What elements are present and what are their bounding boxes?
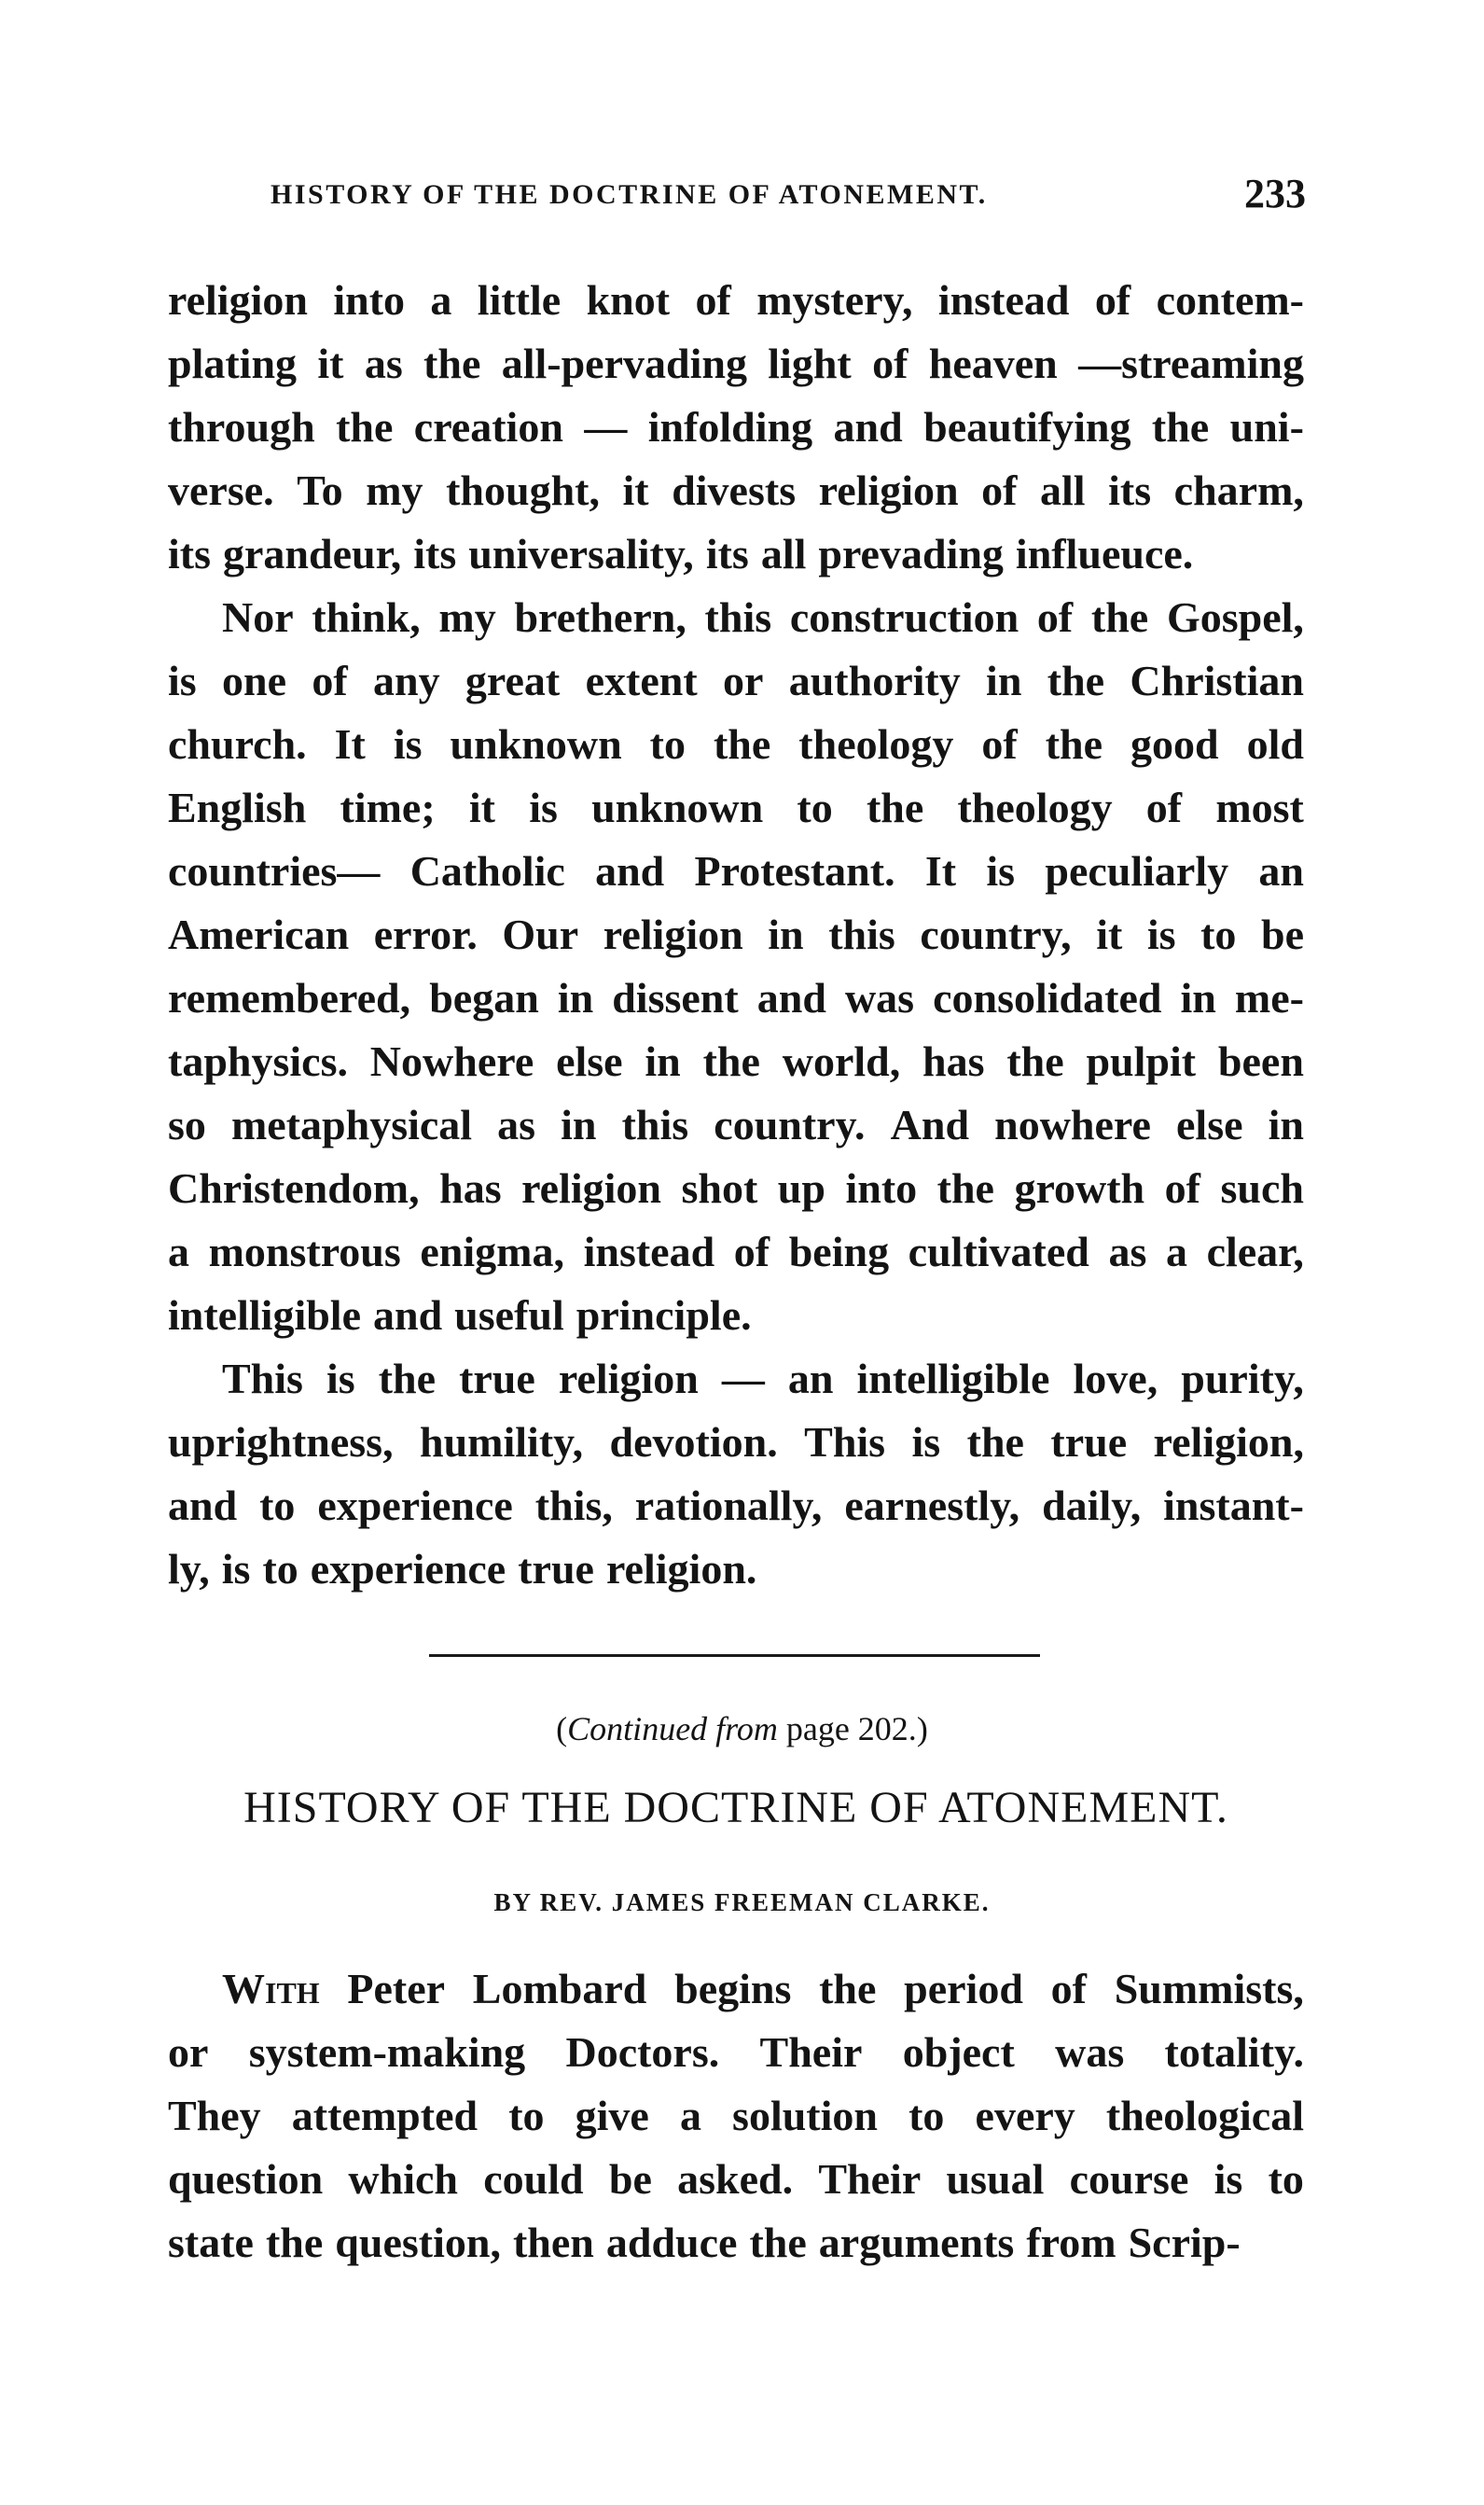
top-paragraph-2-line-5 (168, 840, 1304, 903)
top-paragraph-1-line-5 (168, 522, 1304, 586)
article-title: HISTORY OF THE DOCTRINE OF ATONEMENT. (243, 1783, 1228, 1832)
top-paragraph-2-line-1 (168, 586, 1304, 649)
word: one (222, 657, 287, 704)
word: contem- (1156, 276, 1304, 324)
word: it (317, 340, 344, 387)
word: Christendom, (168, 1164, 420, 1212)
bottom-paragraph-1-line-1 (168, 1957, 1304, 2021)
word: is (1214, 2155, 1243, 2203)
word: the (936, 1164, 994, 1212)
word: its (705, 530, 749, 578)
continued-close: ) (916, 1710, 928, 1747)
word: Scrip- (1128, 2219, 1241, 2266)
word: intelligible (856, 1355, 1050, 1402)
word: the (1090, 593, 1149, 641)
word: grandeur, (223, 530, 402, 578)
word: is (168, 657, 197, 704)
word: such (1220, 1164, 1304, 1212)
word: be (1261, 911, 1304, 958)
top-paragraph-3-line-3 (168, 1474, 1304, 1538)
word: an (1258, 847, 1304, 895)
word: is (393, 720, 423, 768)
word: useful (454, 1291, 564, 1339)
word: plating (168, 340, 298, 387)
word: Summists, (1114, 1965, 1304, 2012)
word: attempted (291, 2092, 478, 2139)
word: unknown (450, 720, 622, 768)
word: else (1176, 1101, 1243, 1148)
word: construction (789, 593, 1019, 641)
word: This (222, 1355, 303, 1402)
word: in (1180, 974, 1216, 1022)
word: intelligible (168, 1291, 361, 1339)
word: And (890, 1101, 970, 1148)
continued-open: ( (556, 1710, 568, 1747)
word: knot (586, 276, 671, 324)
word: this (704, 593, 772, 641)
top-paragraph-1-line-2 (168, 332, 1304, 396)
word: my (366, 466, 423, 514)
word: ly, (168, 1545, 210, 1593)
top-paragraph-3-line-1 (168, 1347, 1304, 1411)
word: is (986, 847, 1016, 895)
word: the (336, 403, 394, 451)
word: authority (788, 657, 961, 704)
word: to (797, 784, 833, 831)
word: growth (1014, 1164, 1145, 1212)
word: object (902, 2028, 1015, 2076)
word: the (423, 340, 481, 387)
word: as (364, 340, 403, 387)
word: metaphysical (230, 1101, 473, 1148)
word: the (749, 2219, 807, 2266)
word: to (649, 720, 686, 768)
word: Doctors. (565, 2028, 720, 2076)
word: has (439, 1164, 502, 1212)
word: in (768, 911, 804, 958)
bottom-paragraph-1-line-2 (168, 2021, 1304, 2084)
word: of (981, 466, 1018, 514)
opening-rest: ith (265, 1965, 320, 2012)
word: adduce (605, 2219, 738, 2266)
top-paragraph-3-line-4 (168, 1538, 1304, 1601)
word: has (922, 1037, 985, 1085)
word: as (1108, 1228, 1147, 1275)
word: rationally, (634, 1482, 823, 1529)
word: and (756, 974, 826, 1022)
word: is (1146, 911, 1176, 958)
section-divider (429, 1654, 1040, 1657)
word: of (981, 720, 1018, 768)
word: to (908, 2092, 945, 2139)
text-block-bottom (168, 1957, 1304, 2275)
word: totality. (1164, 2028, 1304, 2076)
word: country. (714, 1101, 866, 1148)
word: of (733, 1228, 770, 1275)
word: course (1069, 2155, 1189, 2203)
word: of (1036, 593, 1074, 641)
word: extent (585, 657, 698, 704)
word: divests (672, 466, 797, 514)
page-number: 233 (1244, 171, 1306, 216)
word: it (1096, 911, 1123, 958)
word: is (529, 784, 558, 831)
word: monstrous (208, 1228, 401, 1275)
word: in (645, 1037, 681, 1085)
word: is (326, 1355, 355, 1402)
top-paragraph-2-line-11 (168, 1220, 1304, 1284)
top-paragraph-2-line-8 (168, 1030, 1304, 1093)
word: up (777, 1164, 825, 1212)
word: my (438, 593, 496, 641)
word: time; (340, 784, 436, 831)
word: uprightness, (168, 1418, 394, 1466)
word: through (168, 403, 315, 451)
word: of (312, 657, 348, 704)
word: then (512, 2219, 594, 2266)
word: or (168, 2028, 209, 2076)
word: religion. (605, 1545, 757, 1593)
word: Their (818, 2155, 922, 2203)
word: universality, (468, 530, 694, 578)
bottom-paragraph-1-line-5 (168, 2211, 1304, 2275)
word: it (622, 466, 649, 514)
word: the (265, 2219, 324, 2266)
continued-italic: Continued from (567, 1710, 778, 1747)
word: to (262, 1545, 298, 1593)
word: religion, (1153, 1418, 1304, 1466)
word: good (1130, 720, 1219, 768)
top-paragraph-3-line-2 (168, 1411, 1304, 1474)
word: instead (583, 1228, 715, 1275)
word: unknown (591, 784, 764, 831)
opening-word (222, 1957, 320, 2021)
word: To (297, 466, 343, 514)
word: or (722, 657, 764, 704)
word: a (679, 2092, 701, 2139)
word: of (1164, 1164, 1200, 1212)
word: is (911, 1418, 941, 1466)
word: to (259, 1482, 296, 1529)
word: which (348, 2155, 459, 2203)
word: of (872, 340, 908, 387)
text-block-top (168, 269, 1304, 1601)
top-paragraph-2-line-7 (168, 967, 1304, 1030)
word: great (465, 657, 561, 704)
running-head (270, 170, 1306, 226)
word: earnestly, (844, 1482, 1020, 1529)
word: to (1268, 2155, 1304, 2203)
word: instead (937, 276, 1070, 324)
word: religion (558, 1355, 699, 1402)
word: of (1145, 784, 1183, 831)
word: question (168, 2155, 324, 2203)
word: the (1151, 403, 1210, 451)
word: countries— (168, 847, 381, 895)
word: instant- (1163, 1482, 1304, 1529)
word: was (844, 974, 915, 1022)
word: and (168, 1482, 238, 1529)
word: brethern, (514, 593, 687, 641)
word: beautifying (923, 403, 1131, 451)
word: love, (1073, 1355, 1158, 1402)
word: religion (818, 466, 959, 514)
word: —streaming (1078, 340, 1304, 387)
word: verse. (168, 466, 274, 514)
word: thought, (446, 466, 600, 514)
top-paragraph-2-line-10 (168, 1157, 1304, 1220)
top-paragraph-2-line-3 (168, 713, 1304, 776)
word: solution (732, 2092, 878, 2139)
word: else (556, 1037, 623, 1085)
word: peculiarly (1045, 847, 1229, 895)
word: uni- (1229, 403, 1304, 451)
word: — (721, 1355, 765, 1402)
word: of (695, 276, 731, 324)
word: — (584, 403, 628, 451)
word: every (975, 2092, 1075, 2139)
word: period (904, 1965, 1023, 2012)
word: was (1055, 2028, 1125, 2076)
word: American (168, 911, 350, 958)
word: country, (920, 911, 1072, 958)
word: true (1050, 1418, 1128, 1466)
word: taphysics. (168, 1037, 348, 1085)
word: been (1217, 1037, 1304, 1085)
word: its (1108, 466, 1152, 514)
word: enigma, (420, 1228, 564, 1275)
top-paragraph-2-line-4 (168, 776, 1304, 840)
word: theology (957, 784, 1113, 831)
word: daily, (1042, 1482, 1142, 1529)
top-paragraph-2-line-6 (168, 903, 1304, 967)
word: of (1094, 276, 1131, 324)
word: consolidated (933, 974, 1162, 1022)
word: clear, (1206, 1228, 1304, 1275)
word: the (1045, 720, 1103, 768)
word: the (1047, 657, 1105, 704)
word: creation (413, 403, 563, 451)
continued-text: page 202. (777, 1710, 917, 1747)
word: asked. (677, 2155, 794, 2203)
word: the (819, 1965, 877, 2012)
word: Catholic (409, 847, 565, 895)
word: mystery, (756, 276, 913, 324)
word: error. (373, 911, 478, 958)
word: English (168, 784, 307, 831)
word: this (621, 1101, 689, 1148)
word: could (483, 2155, 584, 2203)
word: its (413, 530, 457, 578)
word: principle. (576, 1291, 752, 1339)
word: world, (782, 1037, 901, 1085)
word: to (508, 2092, 545, 2139)
word: Gospel, (1166, 593, 1304, 641)
word: question, (335, 2219, 501, 2266)
word: from (1026, 2219, 1116, 2266)
word: humility, (420, 1418, 584, 1466)
top-paragraph-2-line-9 (168, 1093, 1304, 1157)
word: state (168, 2219, 254, 2266)
word: the (713, 720, 771, 768)
word: into (845, 1164, 918, 1212)
word: being (788, 1228, 890, 1275)
running-title: HISTORY OF THE DOCTRINE OF ATONEMENT. (270, 179, 988, 210)
word: This (804, 1418, 886, 1466)
opening-initial: W (222, 1965, 265, 2012)
continued-note (0, 1709, 1484, 1748)
word: It (334, 720, 366, 768)
word: dissent (612, 974, 739, 1022)
word: in (561, 1101, 597, 1148)
word: arguments (818, 2219, 1015, 2266)
word: give (575, 2092, 649, 2139)
word: be (608, 2155, 652, 2203)
word: it (468, 784, 495, 831)
word: this, (534, 1482, 613, 1529)
word: in (557, 974, 594, 1022)
word: a (430, 276, 452, 324)
word: Their (759, 2028, 863, 2076)
bottom-paragraph-1-line-3 (168, 2084, 1304, 2148)
byline: BY REV. JAMES FREEMAN CLARKE. (493, 1888, 991, 1916)
word: and (373, 1291, 443, 1339)
bottom-paragraph-1-line-4 (168, 2148, 1304, 2211)
word: religion (168, 276, 308, 324)
word: influeuce. (1015, 530, 1194, 578)
word: me- (1234, 974, 1304, 1022)
word: religion (521, 1164, 662, 1212)
word: purity, (1181, 1355, 1304, 1402)
word: the (378, 1355, 437, 1402)
word: pulpit (1086, 1037, 1197, 1085)
word: Our (502, 911, 579, 958)
word: began (429, 974, 539, 1022)
word: cultivated (908, 1228, 1089, 1275)
word: Nor (222, 593, 294, 641)
word: infolding (647, 403, 813, 451)
word: its (168, 530, 211, 578)
word: the (866, 784, 924, 831)
word: the (702, 1037, 760, 1085)
word: religion (603, 911, 743, 958)
word: devotion. (609, 1418, 778, 1466)
top-paragraph-1-line-3 (168, 396, 1304, 459)
word: into (333, 276, 406, 324)
word: Christian (1130, 657, 1304, 704)
word: is (221, 1545, 251, 1593)
top-paragraph-2-line-2 (168, 649, 1304, 713)
word: usual (946, 2155, 1045, 2203)
word: Protestant. (694, 847, 895, 895)
word: theology (798, 720, 954, 768)
word: all (760, 530, 807, 578)
word: prevading (818, 530, 1004, 578)
word: theological (1105, 2092, 1304, 2139)
word: to (1200, 911, 1237, 958)
word: church. (168, 720, 307, 768)
word: in (1268, 1101, 1304, 1148)
word: Peter (347, 1965, 446, 2012)
word: a (1165, 1228, 1187, 1275)
word: old (1246, 720, 1304, 768)
word: any (373, 657, 440, 704)
word: heaven (928, 340, 1058, 387)
word: nowhere (994, 1101, 1151, 1148)
word: an (787, 1355, 834, 1402)
word: system-making (248, 2028, 526, 2076)
word: light (768, 340, 852, 387)
word: and (833, 403, 903, 451)
word: shot (681, 1164, 758, 1212)
word: charm, (1173, 466, 1304, 514)
word: little (477, 276, 562, 324)
word: all-pervading (501, 340, 747, 387)
word: experience (310, 1545, 506, 1593)
word: the (1006, 1037, 1064, 1085)
word: in (986, 657, 1022, 704)
word: true (518, 1545, 594, 1593)
word: of (1050, 1965, 1087, 2012)
word: a (168, 1228, 189, 1275)
top-paragraph-1-line-4 (168, 459, 1304, 522)
word: remembered, (168, 974, 411, 1022)
word: as (497, 1101, 536, 1148)
word: this (828, 911, 895, 958)
top-paragraph-1-line-1 (168, 269, 1304, 332)
word: most (1215, 784, 1304, 831)
word: It (924, 847, 957, 895)
word: all (1040, 466, 1086, 514)
word: experience (317, 1482, 513, 1529)
word: the (966, 1418, 1024, 1466)
word: and (595, 847, 665, 895)
word: Lombard (472, 1965, 647, 2012)
word: Nowhere (369, 1037, 534, 1085)
word: They (168, 2092, 261, 2139)
word: think, (312, 593, 421, 641)
word: begins (674, 1965, 792, 2012)
word: so (168, 1101, 206, 1148)
top-paragraph-2-line-12 (168, 1284, 1304, 1347)
word: true (459, 1355, 535, 1402)
